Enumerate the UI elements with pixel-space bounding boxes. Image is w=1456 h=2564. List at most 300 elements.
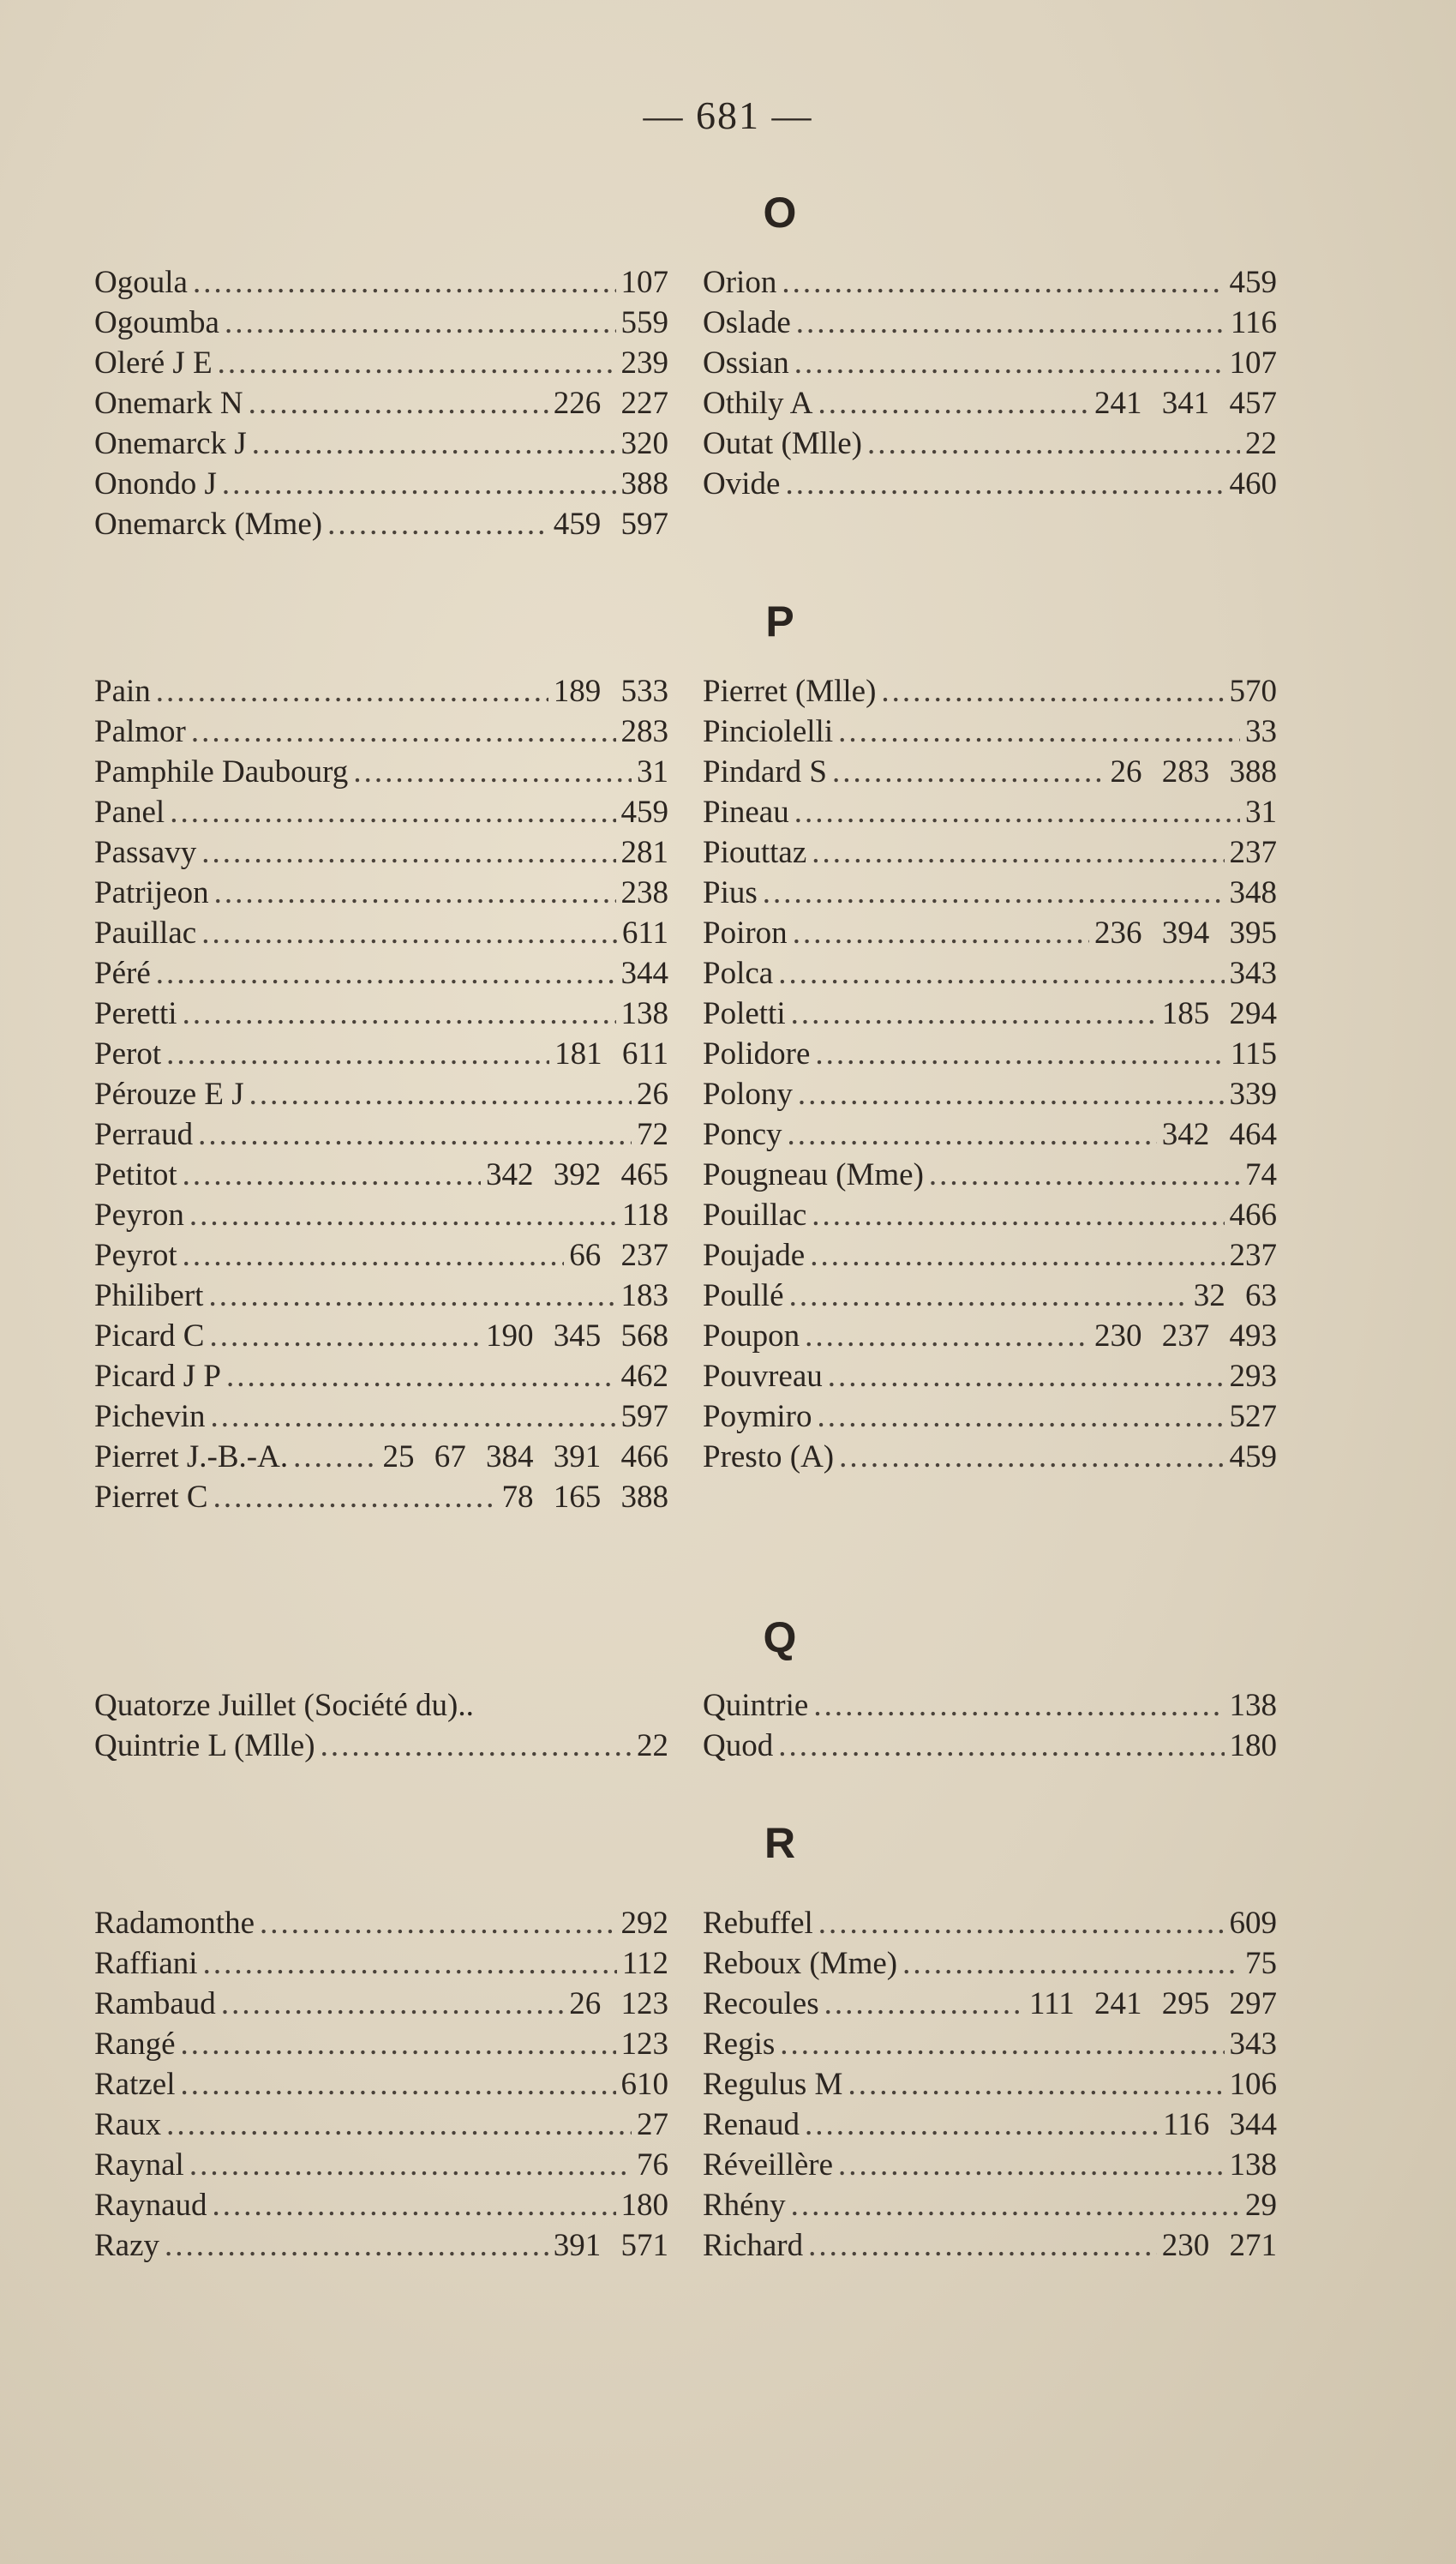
entry-name: Radamonthe	[94, 1906, 255, 1941]
leader-dots	[198, 1114, 632, 1155]
entry-pages: 283	[620, 714, 668, 749]
entry-pages: 74	[1245, 1157, 1277, 1192]
section-columns	[94, 1903, 1363, 2266]
entry-pages: 320	[620, 426, 668, 461]
index-entry	[703, 1276, 1277, 1316]
leader-dots	[222, 464, 616, 504]
index-entry	[94, 1074, 668, 1114]
index-entry	[94, 752, 668, 792]
index-entry	[94, 2145, 668, 2185]
entry-pages: 230 237 493	[1094, 1318, 1277, 1354]
right-column	[703, 1903, 1277, 2266]
section-letter: P	[765, 597, 794, 646]
leader-dots	[166, 1034, 549, 1074]
entry-pages: 116 344	[1163, 2107, 1277, 2142]
index-entry	[94, 832, 668, 873]
index-entry	[94, 1235, 668, 1276]
entry-pages: 609	[1229, 1906, 1277, 1941]
index-entry	[94, 343, 668, 383]
index-entry	[703, 994, 1277, 1034]
entry-name: Pérouze E J	[94, 1077, 244, 1112]
index-entry	[94, 712, 668, 752]
entry-name: Passavy	[94, 835, 197, 870]
leader-dots	[867, 423, 1240, 464]
entry-name: Oleré J E	[94, 345, 213, 381]
entry-name: Piouttaz	[703, 835, 807, 870]
entry-name: Rangé	[94, 2027, 176, 2062]
leader-dots	[791, 994, 1157, 1034]
index-entry	[94, 2225, 668, 2266]
entry-name: Peyrot	[94, 1238, 177, 1273]
leader-dots	[165, 2225, 548, 2266]
index-entry	[94, 2105, 668, 2145]
entry-name: Pouvreau	[703, 1359, 823, 1394]
entry-pages: 462	[620, 1359, 668, 1394]
index-entry	[703, 1943, 1277, 1984]
entry-pages: 32 63	[1193, 1278, 1277, 1313]
entry-name: Quintrie	[703, 1688, 809, 1723]
leader-dots	[832, 752, 1105, 792]
entry-name: Panel	[94, 795, 165, 830]
section-letter: Q	[763, 1613, 797, 1661]
left-column	[94, 671, 668, 1517]
entry-name: Polidore	[703, 1036, 811, 1072]
entry-pages: 180	[620, 2188, 668, 2223]
index-entry	[94, 1034, 668, 1074]
leader-dots	[780, 2024, 1224, 2064]
entry-name: Poujade	[703, 1238, 806, 1273]
leader-dots	[824, 1984, 1024, 2024]
index-entry	[94, 873, 668, 913]
entry-pages: 107	[1229, 345, 1277, 381]
entry-pages: 527	[1229, 1399, 1277, 1434]
entry-name: Pamphile Daubourg	[94, 754, 349, 790]
right-column	[703, 262, 1277, 544]
entry-name: Poupon	[703, 1318, 800, 1354]
entry-name: Poncy	[703, 1117, 782, 1152]
entry-name: Poymiro	[703, 1399, 812, 1434]
index-entry	[703, 1726, 1277, 1766]
entry-name: Polony	[703, 1077, 793, 1112]
leader-dots	[793, 913, 1089, 953]
entry-name: Rhény	[703, 2188, 786, 2223]
leader-dots	[805, 1316, 1089, 1356]
entry-name: Raffiani	[94, 1946, 198, 1981]
entry-name: Othily A	[703, 386, 813, 421]
leader-dots	[181, 2024, 616, 2064]
leader-dots	[183, 1155, 481, 1195]
entry-pages: 33	[1245, 714, 1277, 749]
entry-pages: 22	[637, 1728, 668, 1763]
entry-pages: 138	[1229, 1688, 1277, 1723]
entry-name: Pouillac	[703, 1198, 807, 1233]
entry-pages: 459	[620, 795, 668, 830]
index-entry	[94, 303, 668, 343]
entry-pages: 459	[1229, 265, 1277, 300]
entry-name: Presto (A)	[703, 1439, 835, 1474]
leader-dots	[902, 1943, 1240, 1984]
entry-name: Onemark N	[94, 386, 243, 421]
leader-dots	[789, 1276, 1189, 1316]
right-column	[703, 671, 1277, 1517]
entry-name: Réveillère	[703, 2147, 834, 2183]
index-entry	[94, 671, 668, 712]
entry-pages: 388	[620, 466, 668, 501]
left-column	[94, 1685, 668, 1766]
entry-pages: 238	[620, 875, 668, 910]
entry-name: Perraud	[94, 1117, 194, 1152]
leader-dots	[183, 994, 616, 1034]
leader-dots	[805, 2105, 1158, 2145]
index-entry	[703, 2145, 1277, 2185]
index-entry	[94, 2024, 668, 2064]
index-entry	[703, 383, 1277, 423]
entry-name: Oslade	[703, 305, 791, 340]
index-entry	[703, 1074, 1277, 1114]
entry-name: Picard C	[94, 1318, 205, 1354]
leader-dots	[848, 2064, 1224, 2105]
index-entry	[94, 953, 668, 994]
leader-dots	[218, 343, 616, 383]
leader-dots	[813, 1685, 1224, 1726]
entry-name: Regulus M	[703, 2067, 843, 2102]
entry-name: Recoules	[703, 1986, 819, 2021]
leader-dots	[810, 1235, 1224, 1276]
leader-dots	[778, 953, 1224, 994]
entry-pages: 123	[620, 2027, 668, 2062]
entry-pages: 230 271	[1161, 2228, 1277, 2263]
leader-dots	[189, 1195, 617, 1235]
page-number: — 681 —	[643, 93, 813, 137]
section-q	[94, 1612, 1456, 1766]
entry-pages: 292	[620, 1906, 668, 1941]
entry-pages: 115	[1230, 1036, 1277, 1072]
index-entry	[703, 1114, 1277, 1155]
entry-name: Richard	[703, 2228, 804, 2263]
entry-pages: 342 464	[1161, 1117, 1277, 1152]
index-entry	[703, 262, 1277, 303]
index-entry	[94, 1316, 668, 1356]
index-entry	[703, 303, 1277, 343]
section-r	[94, 1817, 1456, 2266]
entry-name: Onondo J	[94, 466, 217, 501]
index-entry	[94, 1195, 668, 1235]
index-entry	[94, 1984, 668, 2024]
leader-dots	[191, 712, 616, 752]
leader-dots	[181, 2064, 616, 2105]
index-entry	[94, 504, 668, 544]
index-entry	[94, 423, 668, 464]
entry-name: Raynaud	[94, 2188, 207, 2223]
index-entry	[94, 1437, 668, 1477]
entry-pages: 180	[1229, 1728, 1277, 1763]
entry-pages: 237	[1229, 835, 1277, 870]
entry-pages: 391 571	[553, 2228, 668, 2263]
entry-name: Petitot	[94, 1157, 177, 1192]
index-entry	[94, 464, 668, 504]
index-entry	[94, 994, 668, 1034]
entry-name: Pichevin	[94, 1399, 206, 1434]
entry-name: Quod	[703, 1728, 774, 1763]
entry-name: Peyron	[94, 1198, 184, 1233]
entry-pages: 66 237	[569, 1238, 668, 1273]
entry-pages: 597	[620, 1399, 668, 1434]
index-entry	[703, 2064, 1277, 2105]
entry-pages: 183	[620, 1278, 668, 1313]
leader-dots	[791, 2185, 1240, 2225]
entry-pages: 25 67 384 391 466	[382, 1439, 668, 1474]
entry-pages: 116	[1230, 305, 1277, 340]
entry-pages: 459 597	[553, 507, 668, 542]
index-entry	[703, 2024, 1277, 2064]
section-o	[94, 187, 1456, 544]
entry-name: Pius	[703, 875, 758, 910]
entry-pages: 610	[620, 2067, 668, 2102]
entry-name: Renaud	[703, 2107, 800, 2142]
index-entry	[703, 752, 1277, 792]
entry-pages: 460	[1229, 466, 1277, 501]
entry-pages: 236 394 395	[1094, 916, 1277, 951]
section-columns	[94, 671, 1363, 1517]
index-entry	[94, 1685, 668, 1726]
left-column	[94, 1903, 668, 2266]
entry-name: Poiron	[703, 916, 788, 951]
entry-name: Ossian	[703, 345, 789, 381]
entry-pages: 72	[637, 1117, 668, 1152]
index-entry	[703, 1437, 1277, 1477]
leader-dots	[828, 1356, 1225, 1396]
entry-name: Rebuffel	[703, 1906, 813, 1941]
leader-dots	[794, 343, 1225, 383]
entry-name: Pierret C	[94, 1480, 208, 1515]
entry-name: Regis	[703, 2027, 776, 2062]
index-entry	[703, 1356, 1277, 1396]
entry-pages: 31	[1245, 795, 1277, 830]
entry-pages: 559	[620, 305, 668, 340]
leader-dots	[815, 1034, 1225, 1074]
entry-pages: 343	[1229, 956, 1277, 991]
entry-pages: 181 611	[554, 1036, 668, 1072]
entry-pages: 26 283 388	[1110, 754, 1277, 790]
leader-dots	[778, 1726, 1224, 1766]
entry-name: Raux	[94, 2107, 162, 2142]
entry-pages: 138	[1229, 2147, 1277, 2183]
entry-name: Pineau	[703, 795, 789, 830]
leader-dots	[213, 1477, 497, 1517]
index-entry	[94, 1477, 668, 1517]
entry-name: Reboux (Mme)	[703, 1946, 898, 1981]
index-entry	[703, 2225, 1277, 2266]
entry-pages: 339	[1229, 1077, 1277, 1112]
entry-name: Quintrie L (Mlle)	[94, 1728, 315, 1763]
entry-pages: 112	[621, 1946, 668, 1981]
index-entry	[703, 671, 1277, 712]
entry-name: Palmor	[94, 714, 186, 749]
leader-dots	[189, 2145, 632, 2185]
entry-pages: 78 165 388	[501, 1480, 668, 1515]
leader-dots	[818, 1903, 1225, 1943]
leader-dots	[327, 504, 548, 544]
section-p	[94, 596, 1456, 1517]
entry-pages: 570	[1229, 674, 1277, 709]
entry-name: Péré	[94, 956, 151, 991]
entry-name: Ovide	[703, 466, 781, 501]
index-entry	[703, 873, 1277, 913]
index-entry	[703, 2185, 1277, 2225]
leader-dots	[353, 752, 632, 792]
entry-name: Onemarck (Mme)	[94, 507, 323, 542]
index-entry	[703, 2105, 1277, 2145]
entry-name: Quatorze Juillet (Société du)..	[94, 1688, 474, 1723]
entry-pages: 241 341 457	[1094, 386, 1277, 421]
entry-name: Raynal	[94, 2147, 184, 2183]
index-entry	[94, 1155, 668, 1195]
index-entry	[703, 832, 1277, 873]
entry-pages: 281	[620, 835, 668, 870]
entry-pages: 293	[1229, 1359, 1277, 1394]
leader-dots	[201, 913, 617, 953]
entry-name: Polca	[703, 956, 774, 991]
section-letter: R	[764, 1819, 796, 1867]
left-column	[94, 262, 668, 544]
entry-pages: 342 392 465	[486, 1157, 668, 1192]
entry-pages: 75	[1245, 1946, 1277, 1981]
entry-name: Pinciolelli	[703, 714, 834, 749]
entry-pages: 466	[1229, 1198, 1277, 1233]
leader-dots	[221, 1984, 564, 2024]
section-columns	[94, 1685, 1363, 1766]
leader-dots	[208, 1276, 615, 1316]
index-entry	[703, 913, 1277, 953]
leader-dots	[796, 303, 1225, 343]
leader-dots	[252, 423, 616, 464]
index-entry	[703, 1685, 1277, 1726]
index-entry	[94, 1726, 668, 1766]
index-entry	[703, 712, 1277, 752]
index-entry	[703, 464, 1277, 504]
entry-name: Onemarck J	[94, 426, 247, 461]
leader-dots	[798, 1074, 1225, 1114]
leader-dots	[214, 873, 616, 913]
entry-name: Patrijeon	[94, 875, 209, 910]
leader-dots	[763, 873, 1225, 913]
entry-pages: 459	[1229, 1439, 1277, 1474]
entry-pages: 76	[637, 2147, 668, 2183]
entry-name: Ogoumba	[94, 305, 219, 340]
entry-pages: 226 227	[553, 386, 668, 421]
entry-pages: 22	[1245, 426, 1277, 461]
entry-name: Ratzel	[94, 2067, 176, 2102]
index-entry	[94, 1356, 668, 1396]
leader-dots	[808, 2225, 1157, 2266]
index-entry	[94, 1903, 668, 1943]
entry-pages: 239	[620, 345, 668, 381]
entry-name: Poletti	[703, 996, 786, 1031]
index-entry	[703, 423, 1277, 464]
entry-pages: 118	[621, 1198, 668, 1233]
leader-dots	[156, 671, 548, 712]
entry-pages: 348	[1229, 875, 1277, 910]
index-entry	[94, 383, 668, 423]
leader-dots	[225, 303, 616, 343]
entry-pages: 343	[1229, 2027, 1277, 2062]
leader-dots	[838, 2145, 1224, 2185]
leader-dots	[201, 832, 615, 873]
entry-pages: 344	[620, 956, 668, 991]
entry-name: Poullé	[703, 1278, 784, 1313]
leader-dots	[249, 1074, 632, 1114]
entry-name: Pougneau (Mme)	[703, 1157, 924, 1192]
leader-dots	[170, 792, 615, 832]
leader-dots	[929, 1155, 1240, 1195]
entry-pages: 27	[637, 2107, 668, 2142]
index-entry	[94, 913, 668, 953]
index-entry	[94, 262, 668, 303]
entry-pages: 107	[620, 265, 668, 300]
leader-dots	[782, 262, 1224, 303]
entry-pages: 185 294	[1161, 996, 1277, 1031]
leader-dots	[839, 1437, 1224, 1477]
entry-name: Pauillac	[94, 916, 197, 951]
index-entry	[703, 792, 1277, 832]
index-entry	[94, 2185, 668, 2225]
leader-dots	[785, 464, 1224, 504]
entry-pages: 111 241 295 297	[1028, 1986, 1277, 2021]
leader-dots	[260, 1903, 615, 1943]
leader-dots	[812, 832, 1224, 873]
leader-dots	[812, 1195, 1224, 1235]
index-entry	[703, 1034, 1277, 1074]
leader-dots	[209, 1316, 481, 1356]
section-letter: O	[763, 189, 797, 237]
entry-name: Rambaud	[94, 1986, 216, 2021]
leader-dots	[183, 1235, 565, 1276]
entry-pages: 26	[637, 1077, 668, 1112]
index-entry	[94, 1396, 668, 1437]
index-entry	[703, 953, 1277, 994]
index-entry	[703, 1396, 1277, 1437]
leader-dots	[838, 712, 1240, 752]
entry-pages: 189 533	[553, 674, 668, 709]
index-entry	[94, 1114, 668, 1155]
index-entry	[703, 1235, 1277, 1276]
entry-pages: 611	[621, 916, 668, 951]
index-entry	[703, 1155, 1277, 1195]
entry-name: Outat (Mlle)	[703, 426, 862, 461]
section-columns	[94, 262, 1363, 544]
leader-dots	[226, 1356, 616, 1396]
entry-name: Picard J P	[94, 1359, 221, 1394]
entry-name: Orion	[703, 265, 777, 300]
entry-name: Pierret (Mlle)	[703, 674, 877, 709]
entry-name: Pindard S	[703, 754, 827, 790]
index-entry	[703, 1984, 1277, 2024]
entry-name: Peretti	[94, 996, 177, 1031]
entry-pages: 26 123	[569, 1986, 668, 2021]
leader-dots	[788, 1114, 1157, 1155]
leader-dots	[156, 953, 616, 994]
entry-name: Philibert	[94, 1278, 204, 1313]
entry-pages: 29	[1245, 2188, 1277, 2223]
leader-dots	[794, 792, 1240, 832]
leader-dots	[193, 262, 616, 303]
entry-pages: 106	[1229, 2067, 1277, 2102]
entry-pages: 138	[620, 996, 668, 1031]
right-column	[703, 1685, 1277, 1766]
index-entry	[703, 1316, 1277, 1356]
leader-dots	[818, 383, 1090, 423]
leader-dots	[213, 2185, 616, 2225]
